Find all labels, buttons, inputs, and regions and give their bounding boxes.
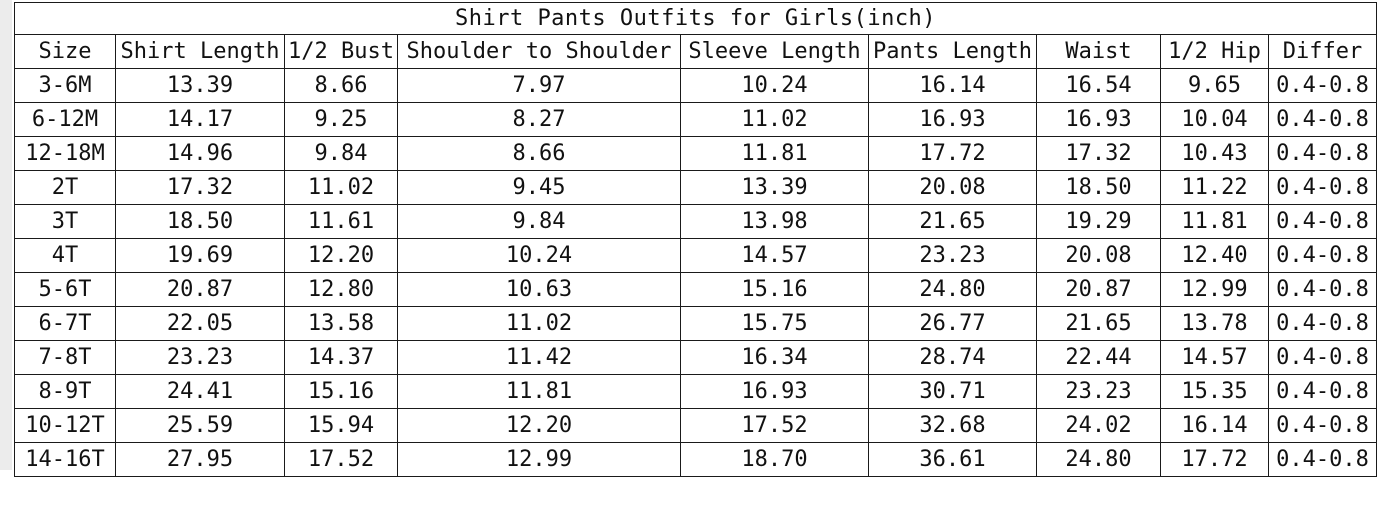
measurement-cell: 10.24 bbox=[681, 69, 869, 103]
measurement-cell: 16.93 bbox=[1037, 103, 1161, 137]
measurement-cell: 23.23 bbox=[116, 341, 285, 375]
measurement-cell: 12.99 bbox=[398, 443, 681, 477]
measurement-cell: 8.66 bbox=[285, 69, 398, 103]
measurement-cell: 14.96 bbox=[116, 137, 285, 171]
header-half-hip: 1/2 Hip bbox=[1161, 35, 1269, 69]
measurement-cell: 14.57 bbox=[681, 239, 869, 273]
measurement-cell: 22.44 bbox=[1037, 341, 1161, 375]
table-row bbox=[15, 273, 1377, 307]
measurement-cell: 13.39 bbox=[681, 171, 869, 205]
measurement-cell: 0.4-0.8 bbox=[1269, 171, 1377, 205]
left-margin-shade bbox=[0, 0, 12, 470]
measurement-cell: 19.69 bbox=[116, 239, 285, 273]
measurement-cell: 0.4-0.8 bbox=[1269, 307, 1377, 341]
measurement-cell: 0.4-0.8 bbox=[1269, 103, 1377, 137]
measurement-cell: 36.61 bbox=[869, 443, 1037, 477]
measurement-cell: 16.14 bbox=[1161, 409, 1269, 443]
measurement-cell: 17.72 bbox=[869, 137, 1037, 171]
measurement-cell: 10.63 bbox=[398, 273, 681, 307]
measurement-cell: 11.02 bbox=[681, 103, 869, 137]
measurement-cell: 11.02 bbox=[398, 307, 681, 341]
measurement-cell: 16.93 bbox=[869, 103, 1037, 137]
measurement-cell: 11.61 bbox=[285, 205, 398, 239]
table-row bbox=[15, 341, 1377, 375]
measurement-cell: 17.52 bbox=[681, 409, 869, 443]
header-waist: Waist bbox=[1037, 35, 1161, 69]
header-row bbox=[15, 35, 1377, 69]
measurement-cell: 0.4-0.8 bbox=[1269, 137, 1377, 171]
table-row bbox=[15, 239, 1377, 273]
measurement-cell: 12.80 bbox=[285, 273, 398, 307]
measurement-cell: 15.94 bbox=[285, 409, 398, 443]
measurement-cell: 13.98 bbox=[681, 205, 869, 239]
measurement-cell: 11.81 bbox=[1161, 205, 1269, 239]
measurement-cell: 19.29 bbox=[1037, 205, 1161, 239]
measurement-cell: 9.84 bbox=[398, 205, 681, 239]
header-pants-length: Pants Length bbox=[869, 35, 1037, 69]
measurement-cell: 8.27 bbox=[398, 103, 681, 137]
measurement-cell: 18.50 bbox=[116, 205, 285, 239]
measurement-cell: 16.34 bbox=[681, 341, 869, 375]
measurement-cell: 16.54 bbox=[1037, 69, 1161, 103]
measurement-cell: 20.87 bbox=[1037, 273, 1161, 307]
table-row bbox=[15, 103, 1377, 137]
measurement-cell: 26.77 bbox=[869, 307, 1037, 341]
header-sleeve-length: Sleeve Length bbox=[681, 35, 869, 69]
measurement-cell: 0.4-0.8 bbox=[1269, 443, 1377, 477]
measurement-cell: 21.65 bbox=[869, 205, 1037, 239]
measurement-cell: 12.20 bbox=[285, 239, 398, 273]
measurement-cell: 0.4-0.8 bbox=[1269, 69, 1377, 103]
measurement-cell: 9.84 bbox=[285, 137, 398, 171]
size-cell: 2T bbox=[15, 171, 116, 205]
measurement-cell: 0.4-0.8 bbox=[1269, 341, 1377, 375]
measurement-cell: 32.68 bbox=[869, 409, 1037, 443]
measurement-cell: 12.40 bbox=[1161, 239, 1269, 273]
header-half-bust: 1/2 Bust bbox=[285, 35, 398, 69]
table-title: Shirt Pants Outfits for Girls(inch) bbox=[15, 3, 1377, 35]
size-cell: 3T bbox=[15, 205, 116, 239]
measurement-cell: 13.78 bbox=[1161, 307, 1269, 341]
table-row bbox=[15, 443, 1377, 477]
measurement-cell: 0.4-0.8 bbox=[1269, 409, 1377, 443]
measurement-cell: 0.4-0.8 bbox=[1269, 273, 1377, 307]
table-row bbox=[15, 171, 1377, 205]
measurement-cell: 18.70 bbox=[681, 443, 869, 477]
table-row bbox=[15, 307, 1377, 341]
measurement-cell: 11.02 bbox=[285, 171, 398, 205]
measurement-cell: 0.4-0.8 bbox=[1269, 239, 1377, 273]
size-chart-table bbox=[14, 2, 1377, 477]
measurement-cell: 20.08 bbox=[869, 171, 1037, 205]
measurement-cell: 17.32 bbox=[1037, 137, 1161, 171]
size-cell: 6-7T bbox=[15, 307, 116, 341]
measurement-cell: 25.59 bbox=[116, 409, 285, 443]
measurement-cell: 27.95 bbox=[116, 443, 285, 477]
measurement-cell: 17.32 bbox=[116, 171, 285, 205]
measurement-cell: 10.04 bbox=[1161, 103, 1269, 137]
measurement-cell: 24.80 bbox=[1037, 443, 1161, 477]
measurement-cell: 14.57 bbox=[1161, 341, 1269, 375]
measurement-cell: 12.99 bbox=[1161, 273, 1269, 307]
measurement-cell: 0.4-0.8 bbox=[1269, 205, 1377, 239]
size-cell: 10-12T bbox=[15, 409, 116, 443]
measurement-cell: 22.05 bbox=[116, 307, 285, 341]
measurement-cell: 17.52 bbox=[285, 443, 398, 477]
measurement-cell: 11.81 bbox=[398, 375, 681, 409]
measurement-cell: 11.81 bbox=[681, 137, 869, 171]
measurement-cell: 10.43 bbox=[1161, 137, 1269, 171]
header-shirt-length: Shirt Length bbox=[116, 35, 285, 69]
measurement-cell: 21.65 bbox=[1037, 307, 1161, 341]
measurement-cell: 9.65 bbox=[1161, 69, 1269, 103]
table-row bbox=[15, 375, 1377, 409]
measurement-cell: 15.16 bbox=[681, 273, 869, 307]
table-row bbox=[15, 205, 1377, 239]
header-differ: Differ bbox=[1269, 35, 1377, 69]
measurement-cell: 15.35 bbox=[1161, 375, 1269, 409]
measurement-cell: 11.42 bbox=[398, 341, 681, 375]
size-cell: 8-9T bbox=[15, 375, 116, 409]
size-cell: 3-6M bbox=[15, 69, 116, 103]
measurement-cell: 16.93 bbox=[681, 375, 869, 409]
header-size: Size bbox=[15, 35, 116, 69]
measurement-cell: 20.87 bbox=[116, 273, 285, 307]
header-shoulder-to-shoulder: Shoulder to Shoulder bbox=[398, 35, 681, 69]
measurement-cell: 15.75 bbox=[681, 307, 869, 341]
size-cell: 14-16T bbox=[15, 443, 116, 477]
size-cell: 6-12M bbox=[15, 103, 116, 137]
measurement-cell: 8.66 bbox=[398, 137, 681, 171]
measurement-cell: 13.39 bbox=[116, 69, 285, 103]
measurement-cell: 20.08 bbox=[1037, 239, 1161, 273]
measurement-cell: 28.74 bbox=[869, 341, 1037, 375]
measurement-cell: 18.50 bbox=[1037, 171, 1161, 205]
size-cell: 7-8T bbox=[15, 341, 116, 375]
measurement-cell: 0.4-0.8 bbox=[1269, 375, 1377, 409]
measurement-cell: 9.25 bbox=[285, 103, 398, 137]
size-cell: 12-18M bbox=[15, 137, 116, 171]
title-row bbox=[15, 3, 1377, 35]
table-row bbox=[15, 69, 1377, 103]
measurement-cell: 17.72 bbox=[1161, 443, 1269, 477]
measurement-cell: 30.71 bbox=[869, 375, 1037, 409]
measurement-cell: 10.24 bbox=[398, 239, 681, 273]
measurement-cell: 24.41 bbox=[116, 375, 285, 409]
table-body bbox=[15, 69, 1377, 477]
measurement-cell: 24.02 bbox=[1037, 409, 1161, 443]
measurement-cell: 23.23 bbox=[869, 239, 1037, 273]
measurement-cell: 14.37 bbox=[285, 341, 398, 375]
measurement-cell: 13.58 bbox=[285, 307, 398, 341]
measurement-cell: 11.22 bbox=[1161, 171, 1269, 205]
measurement-cell: 16.14 bbox=[869, 69, 1037, 103]
measurement-cell: 14.17 bbox=[116, 103, 285, 137]
measurement-cell: 15.16 bbox=[285, 375, 398, 409]
table-row bbox=[15, 409, 1377, 443]
measurement-cell: 24.80 bbox=[869, 273, 1037, 307]
measurement-cell: 7.97 bbox=[398, 69, 681, 103]
measurement-cell: 9.45 bbox=[398, 171, 681, 205]
measurement-cell: 23.23 bbox=[1037, 375, 1161, 409]
size-cell: 5-6T bbox=[15, 273, 116, 307]
table-row bbox=[15, 137, 1377, 171]
size-cell: 4T bbox=[15, 239, 116, 273]
measurement-cell: 12.20 bbox=[398, 409, 681, 443]
